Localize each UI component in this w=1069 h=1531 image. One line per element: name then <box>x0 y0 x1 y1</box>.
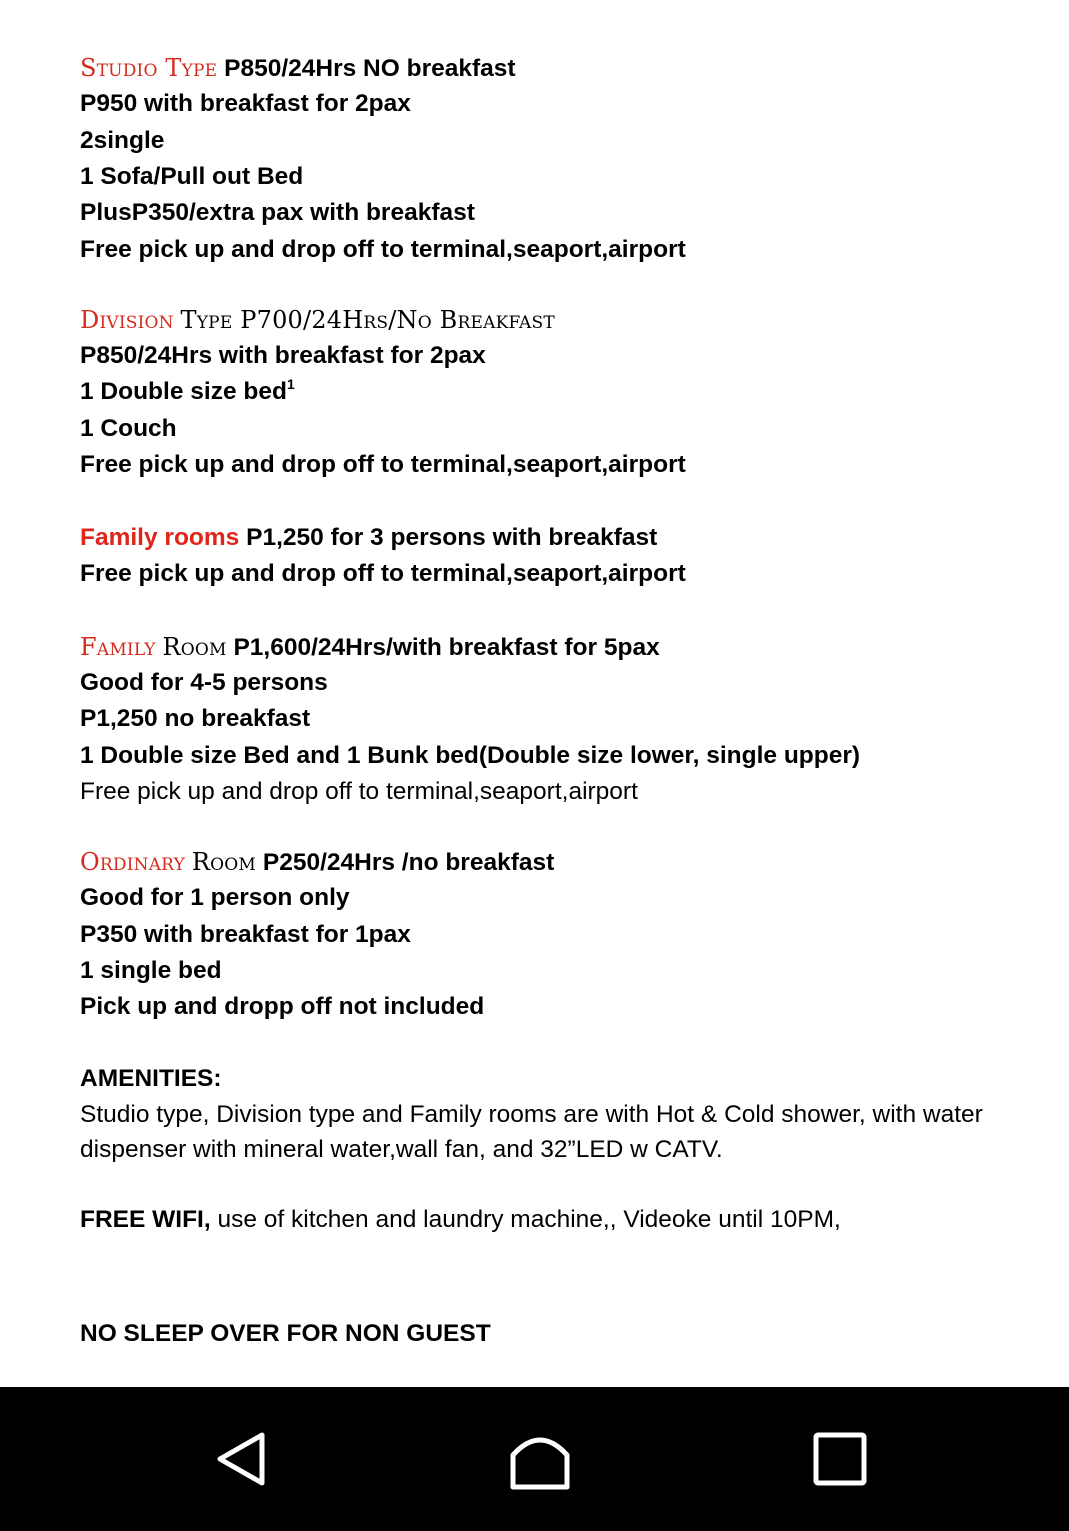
studio-title-fancy: Studio Type <box>80 54 218 82</box>
family-room-line-2: P1,250 no breakfast <box>80 705 311 732</box>
studio-line-4: PlusP350/extra pax with breakfast <box>80 199 475 226</box>
family-rooms-title <box>80 523 657 553</box>
footnote-marker: 1 <box>286 376 295 392</box>
division-line-2-text: 1 Double size bed <box>80 378 287 405</box>
recents-square-icon <box>812 1431 868 1487</box>
family-room-title-rest: P1,600/24Hrs/with breakfast for 5pax <box>233 634 660 661</box>
division-title-dark: Type P700/24Hrs/No Breakfast <box>180 306 555 334</box>
ordinary-line-1: Good for 1 person only <box>80 884 350 911</box>
studio-title <box>80 53 516 84</box>
studio-line-5: Free pick up and drop off to terminal,seaport,airport <box>80 236 686 263</box>
division-line-1: P850/24Hrs with breakfast for 2pax <box>80 342 486 369</box>
ordinary-line-4: Pick up and dropp off not included <box>80 993 485 1020</box>
wifi-bold: FREE WIFI, <box>80 1206 211 1233</box>
ordinary-line-2: P350 with breakfast for 1pax <box>80 921 411 948</box>
ordinary-title-dark: Room <box>191 848 257 876</box>
ordinary-title-rest: P250/24Hrs /no breakfast <box>262 849 555 876</box>
family-room-title <box>80 632 660 663</box>
division-title-red: Division <box>80 306 174 334</box>
family-room-line-3: 1 Double size Bed and 1 Bunk bed(Double size lower, single upper) <box>80 742 861 769</box>
notice: NO SLEEP OVER FOR NON GUEST <box>80 1320 491 1347</box>
ordinary-title <box>80 847 554 878</box>
family-rooms-line-1: Free pick up and drop off to terminal,seaport,airport <box>80 560 686 587</box>
home-button[interactable] <box>485 1409 595 1509</box>
family-rooms-title-red: Family rooms <box>80 524 240 551</box>
ordinary-line-3: 1 single bed <box>80 957 222 984</box>
division-line-4: Free pick up and drop off to terminal,seaport,airport <box>80 451 686 478</box>
wifi-rest: use of kitchen and laundry machine,, Videoke until 10PM, <box>210 1206 841 1233</box>
family-room-line-4: Free pick up and drop off to terminal,seaport,airport <box>80 778 638 805</box>
studio-line-2: 2single <box>80 127 165 154</box>
studio-line-1: P950 with breakfast for 2pax <box>80 90 411 117</box>
division-line-2 <box>80 377 295 407</box>
family-room-title-red: Family <box>80 633 156 661</box>
studio-title-rest: P850/24Hrs NO breakfast <box>224 55 516 82</box>
amenities-heading: AMENITIES: <box>80 1065 222 1092</box>
division-line-3: 1 Couch <box>80 415 177 442</box>
studio-line-3: 1 Sofa/Pull out Bed <box>80 163 304 190</box>
family-rooms-title-rest: P1,250 for 3 persons with breakfast <box>246 524 658 551</box>
home-icon <box>508 1427 572 1491</box>
ordinary-title-red: Ordinary <box>80 848 186 876</box>
navigation-bar <box>0 1387 1069 1531</box>
back-button[interactable] <box>187 1409 297 1509</box>
back-triangle-icon <box>212 1429 272 1489</box>
amenities-body: Studio type, Division type and Family rooms are with Hot & Cold shower, with water dispenser with mineral water,wall fan, and 32”LED w CATV. <box>80 1101 983 1163</box>
family-room-line-1: Good for 4-5 persons <box>80 669 328 696</box>
family-room-title-dark: Room <box>162 633 227 661</box>
recents-button[interactable] <box>785 1409 895 1509</box>
wifi-line <box>80 1205 841 1235</box>
division-title <box>80 305 555 336</box>
